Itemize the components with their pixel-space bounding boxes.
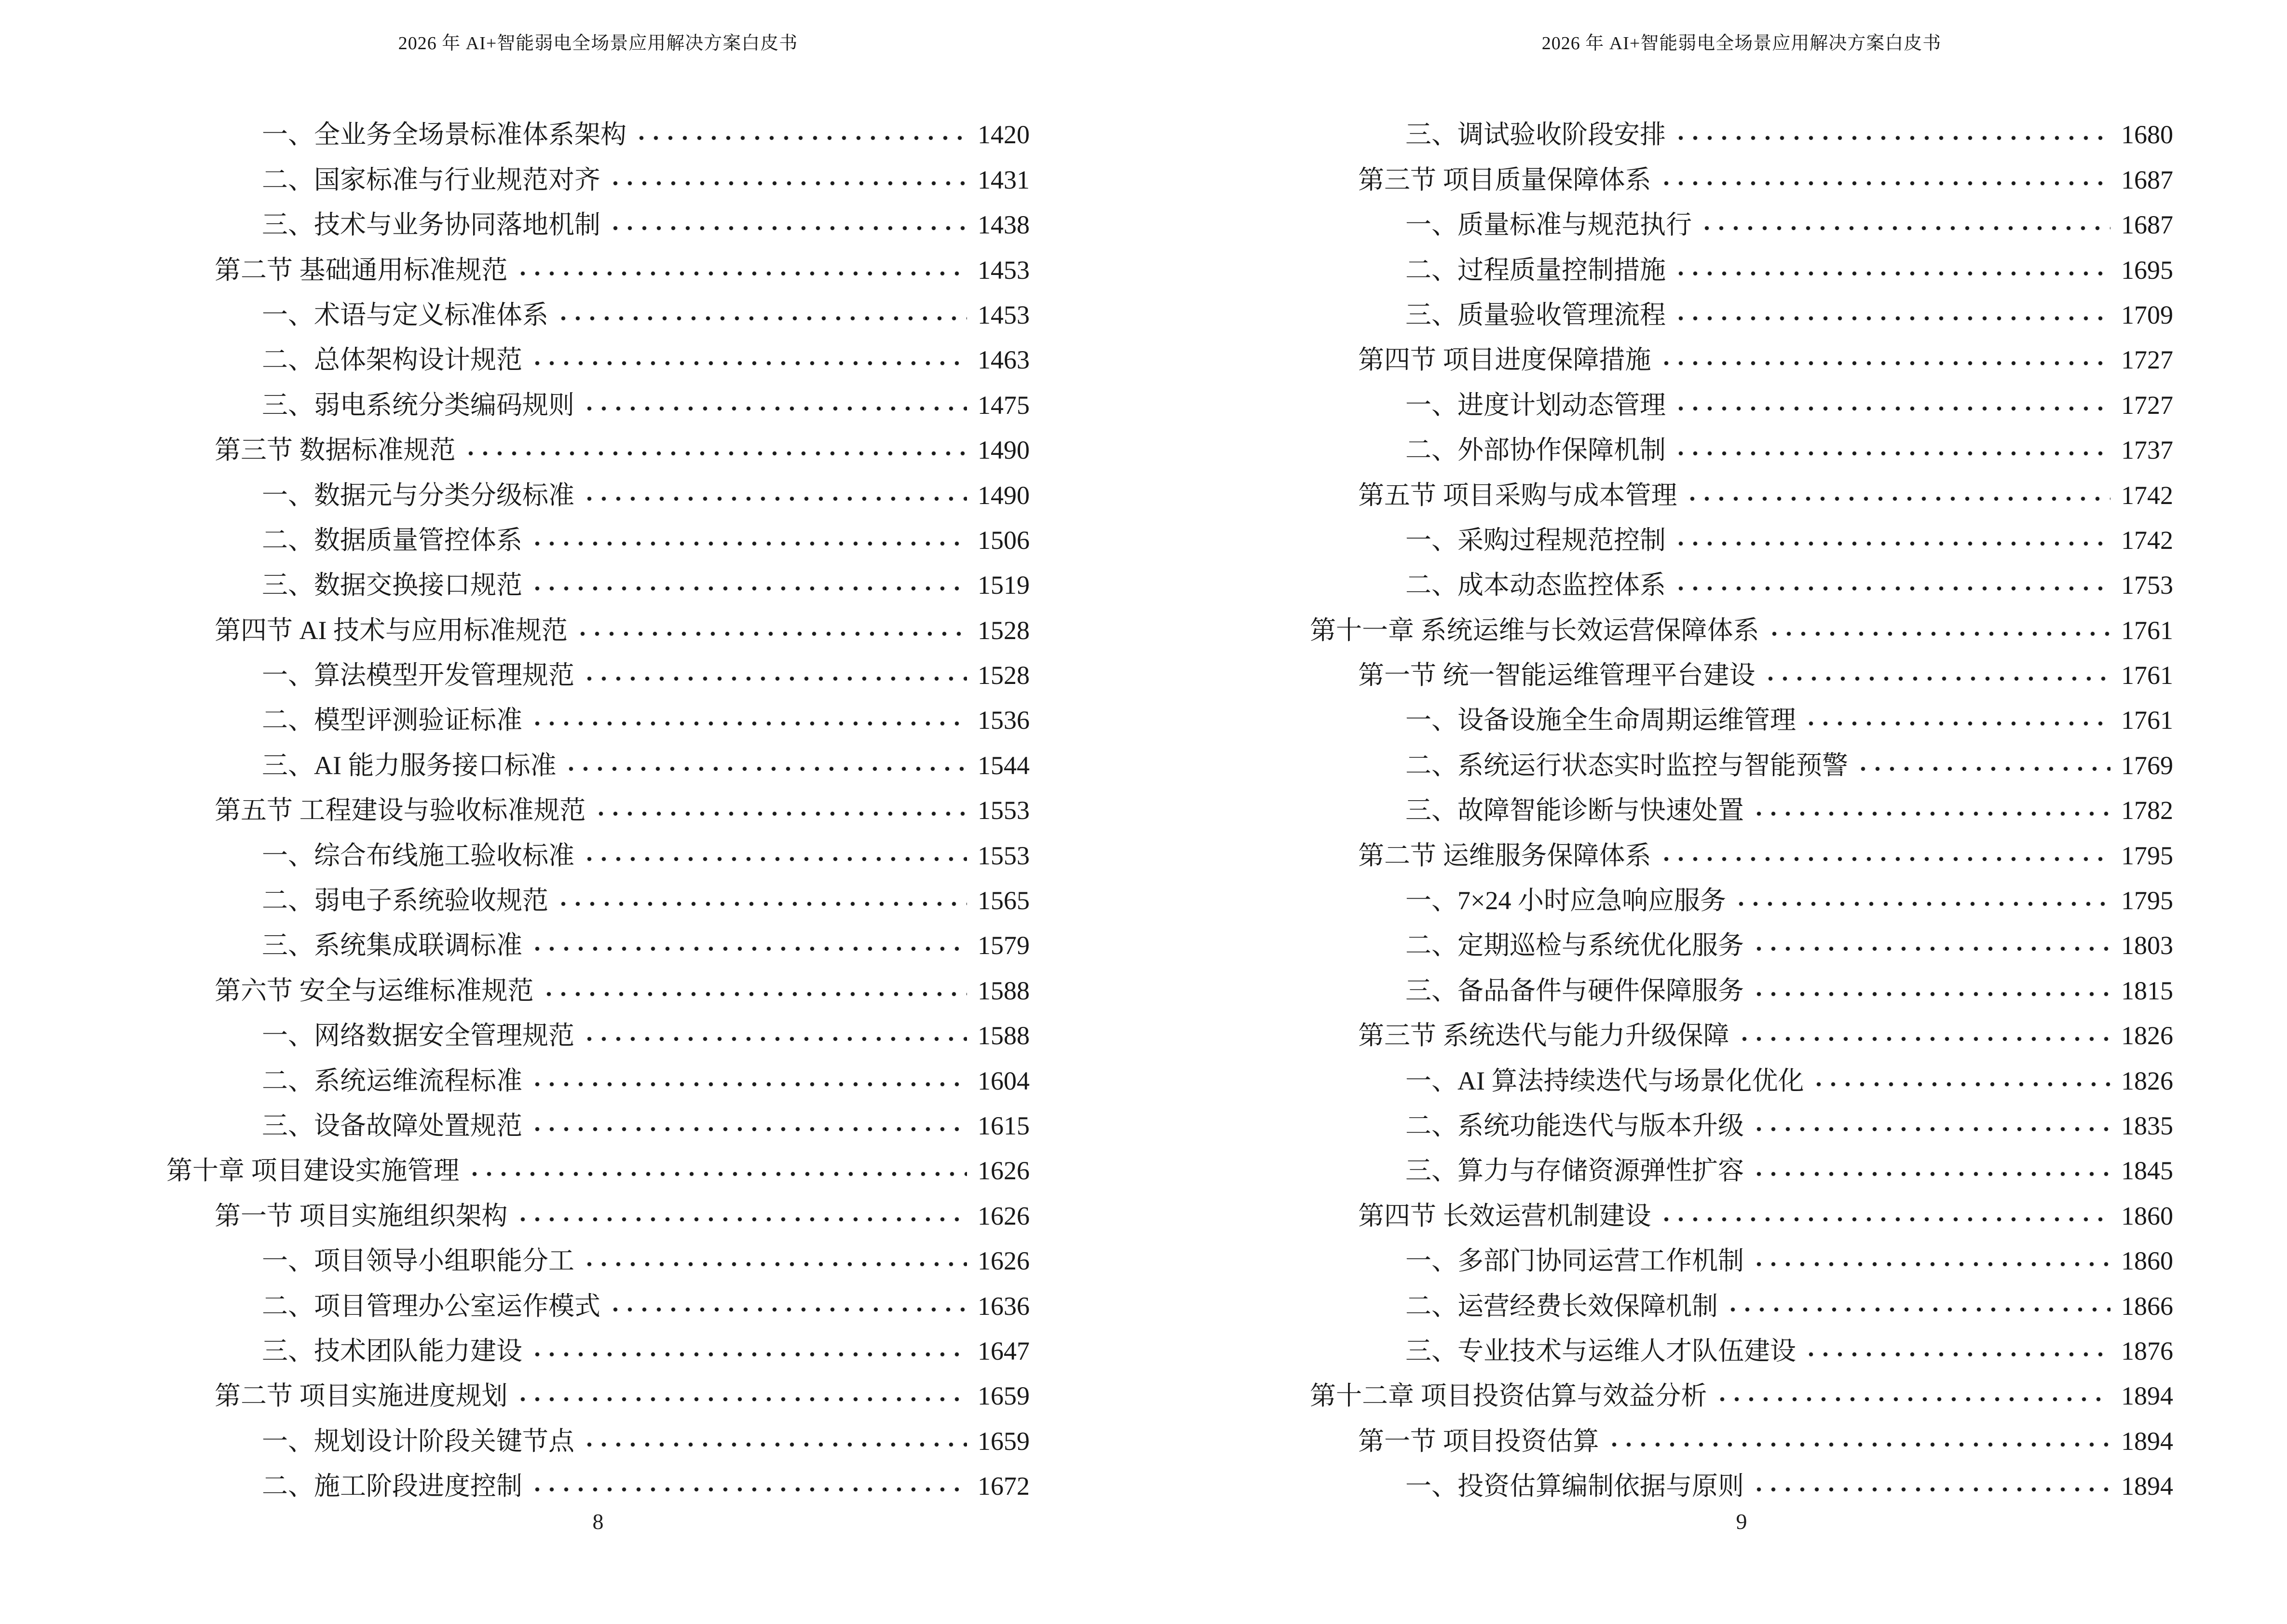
toc-entry-page: 1845 bbox=[2121, 1156, 2173, 1186]
dot-leader bbox=[530, 721, 967, 726]
dot-leader bbox=[542, 992, 967, 996]
toc-entry-title: 三、技术与业务协同落地机制 bbox=[262, 210, 600, 240]
toc-entry bbox=[1310, 469, 2173, 514]
dot-leader bbox=[1674, 316, 2110, 321]
toc-entry-page: 1553 bbox=[978, 841, 1030, 870]
toc-entry-title: 二、运营经费长效保障机制 bbox=[1405, 1291, 1718, 1321]
dot-leader bbox=[1607, 1442, 2111, 1447]
toc-entry bbox=[1310, 1010, 2173, 1054]
toc-entry-page: 1860 bbox=[2121, 1201, 2173, 1230]
toc-entry-title: 一、7×24 小时应急响应服务 bbox=[1405, 886, 1726, 915]
toc-entry-page: 1579 bbox=[978, 931, 1030, 960]
toc-entry-title: 二、定期巡检与系统优化服务 bbox=[1405, 931, 1744, 960]
toc-list bbox=[1310, 109, 2173, 1505]
toc-entry bbox=[166, 1325, 1030, 1370]
toc-entry-page: 1659 bbox=[978, 1381, 1030, 1411]
toc-entry-page: 1769 bbox=[2121, 751, 2173, 780]
toc-entry bbox=[1310, 1235, 2173, 1280]
toc-entry bbox=[1310, 1280, 2173, 1324]
dot-leader bbox=[1674, 586, 2110, 591]
toc-entry-page: 1588 bbox=[978, 976, 1030, 1005]
toc-entry bbox=[166, 199, 1030, 244]
toc-entry-title: 三、系统集成联调标准 bbox=[262, 931, 522, 960]
toc-entry bbox=[166, 1280, 1030, 1324]
toc-entry bbox=[166, 424, 1030, 469]
toc-entry-title: 第四节 AI 技术与应用标准规范 bbox=[215, 615, 568, 645]
toc-entry-page: 1506 bbox=[978, 525, 1030, 555]
dot-leader bbox=[1659, 361, 2111, 366]
toc-entry-title: 一、网络数据安全管理规范 bbox=[262, 1021, 574, 1051]
toc-entry-title: 二、项目管理办公室运作模式 bbox=[262, 1291, 600, 1321]
toc-entry-title: 第三节 项目质量保障体系 bbox=[1358, 165, 1651, 194]
toc-entry bbox=[1310, 784, 2173, 829]
toc-entry-page: 1826 bbox=[2121, 1021, 2173, 1051]
toc-entry-page: 1687 bbox=[2121, 210, 2173, 240]
dot-leader bbox=[556, 316, 967, 321]
toc-entry-page: 1737 bbox=[2121, 436, 2173, 465]
dot-leader bbox=[1752, 1262, 2110, 1267]
toc-entry bbox=[166, 109, 1030, 153]
dot-leader bbox=[1700, 226, 2110, 231]
toc-entry-title: 第三节 数据标准规范 bbox=[215, 436, 456, 465]
dot-leader bbox=[1804, 1352, 2110, 1357]
toc-entry-title: 第一节 项目投资估算 bbox=[1358, 1426, 1599, 1456]
toc-entry-title: 第十章 项目建设实施管理 bbox=[166, 1156, 460, 1186]
toc-entry-title: 第五节 项目采购与成本管理 bbox=[1358, 480, 1677, 510]
toc-entry-page: 1680 bbox=[2121, 120, 2173, 150]
toc-entry-page: 1742 bbox=[2121, 480, 2173, 510]
toc-entry-page: 1553 bbox=[978, 796, 1030, 825]
dot-leader bbox=[594, 811, 967, 816]
toc-entry-page: 1835 bbox=[2121, 1111, 2173, 1140]
toc-entry-title: 二、过程质量控制措施 bbox=[1405, 255, 1666, 285]
toc-entry bbox=[166, 649, 1030, 694]
toc-entry-title: 三、弱电系统分类编码规则 bbox=[262, 390, 574, 420]
toc-entry-title: 一、算法模型开发管理规范 bbox=[262, 661, 574, 690]
toc-entry bbox=[166, 784, 1030, 829]
toc-entry bbox=[166, 244, 1030, 288]
toc-entry-title: 三、调试验收阶段安排 bbox=[1405, 120, 1666, 150]
toc-entry-title: 一、项目领导小组职能分工 bbox=[262, 1246, 574, 1276]
toc-entry-page: 1588 bbox=[978, 1021, 1030, 1051]
dot-leader bbox=[582, 406, 967, 411]
folio-page-number: 9 bbox=[1736, 1509, 1747, 1534]
toc-entry bbox=[166, 1145, 1030, 1189]
toc-entry bbox=[1310, 424, 2173, 469]
toc-entry-title: 二、系统功能迭代与版本升级 bbox=[1405, 1111, 1744, 1140]
toc-entry-title: 三、数据交换接口规范 bbox=[262, 571, 522, 600]
toc-entry-title: 一、设备设施全生命周期运维管理 bbox=[1405, 706, 1796, 735]
toc-entry bbox=[1310, 1325, 2173, 1370]
toc-entry-page: 1626 bbox=[978, 1201, 1030, 1230]
toc-entry-title: 三、AI 能力服务接口标准 bbox=[262, 751, 557, 780]
dot-leader bbox=[1752, 946, 2110, 951]
toc-entry-title: 第二节 项目实施进度规划 bbox=[215, 1381, 508, 1411]
dot-leader bbox=[1715, 1397, 2111, 1402]
dot-leader bbox=[582, 1442, 967, 1447]
toc-entry-page: 1761 bbox=[2121, 615, 2173, 645]
dot-leader bbox=[1726, 1307, 2110, 1312]
toc-entry-page: 1565 bbox=[978, 886, 1030, 915]
toc-entry-title: 三、专业技术与运维人才队伍建设 bbox=[1405, 1336, 1796, 1365]
dot-leader bbox=[1685, 496, 2111, 501]
dot-leader bbox=[1674, 136, 2110, 140]
toc-entry bbox=[166, 1415, 1030, 1460]
toc-entry bbox=[1310, 1370, 2173, 1415]
toc-entry bbox=[166, 1189, 1030, 1234]
toc-entry-page: 1866 bbox=[2121, 1291, 2173, 1321]
dot-leader bbox=[530, 1127, 967, 1132]
dot-leader bbox=[516, 1397, 967, 1402]
toc-entry bbox=[1310, 109, 2173, 153]
toc-entry-page: 1463 bbox=[978, 345, 1030, 375]
toc-entry bbox=[166, 694, 1030, 739]
dot-leader bbox=[1674, 451, 2110, 456]
toc-entry-page: 1604 bbox=[978, 1066, 1030, 1095]
toc-entry-title: 第二节 基础通用标准规范 bbox=[215, 255, 508, 285]
toc-entry bbox=[166, 604, 1030, 649]
toc-entry-page: 1795 bbox=[2121, 886, 2173, 915]
dot-leader bbox=[516, 1217, 967, 1222]
toc-entry-page: 1860 bbox=[2121, 1246, 2173, 1276]
toc-entry bbox=[1310, 334, 2173, 379]
dot-leader bbox=[564, 766, 967, 771]
dot-leader bbox=[575, 631, 967, 636]
dot-leader bbox=[1737, 1037, 2111, 1041]
toc-entry bbox=[1310, 1415, 2173, 1460]
toc-entry bbox=[166, 1100, 1030, 1145]
dot-leader bbox=[516, 271, 967, 276]
toc-entry-title: 一、全业务全场景标准体系架构 bbox=[262, 120, 626, 150]
toc-entry-page: 1753 bbox=[2121, 571, 2173, 600]
toc-entry bbox=[166, 1010, 1030, 1054]
toc-entry-page: 1636 bbox=[978, 1291, 1030, 1321]
toc-entry-page: 1431 bbox=[978, 165, 1030, 194]
dot-leader bbox=[530, 1082, 967, 1087]
dot-leader bbox=[530, 1352, 967, 1357]
toc-entry-page: 1894 bbox=[2121, 1426, 2173, 1456]
toc-entry-title: 一、采购过程规范控制 bbox=[1405, 525, 1666, 555]
toc-entry bbox=[166, 514, 1030, 559]
toc-entry-title: 二、系统运维流程标准 bbox=[262, 1066, 522, 1095]
dot-leader bbox=[530, 541, 967, 546]
toc-entry-title: 三、质量验收管理流程 bbox=[1405, 300, 1666, 329]
toc-entry bbox=[1310, 649, 2173, 694]
toc-entry-page: 1815 bbox=[2121, 976, 2173, 1005]
toc-entry-title: 一、投资估算编制依据与原则 bbox=[1405, 1472, 1744, 1501]
toc-entry-title: 二、国家标准与行业规范对齐 bbox=[262, 165, 600, 194]
toc-entry-title: 第四节 项目进度保障措施 bbox=[1358, 345, 1651, 375]
dot-leader bbox=[1674, 406, 2110, 411]
toc-entry bbox=[1310, 244, 2173, 288]
dot-leader bbox=[582, 1262, 967, 1267]
dot-leader bbox=[608, 181, 967, 186]
dot-leader bbox=[530, 946, 967, 951]
toc-entry-title: 一、术语与定义标准体系 bbox=[262, 300, 548, 329]
toc-entry-page: 1803 bbox=[2121, 931, 2173, 960]
toc-entry-page: 1742 bbox=[2121, 525, 2173, 555]
toc-entry-page: 1626 bbox=[978, 1246, 1030, 1276]
toc-entry-page: 1519 bbox=[978, 571, 1030, 600]
toc-entry-title: 三、算力与存储资源弹性扩容 bbox=[1405, 1156, 1744, 1186]
folio-page-number: 8 bbox=[592, 1509, 604, 1534]
toc-entry bbox=[1310, 1054, 2173, 1099]
toc-entry bbox=[166, 153, 1030, 198]
toc-entry-title: 一、综合布线施工验收标准 bbox=[262, 841, 574, 870]
toc-entry bbox=[166, 964, 1030, 1009]
toc-entry-title: 二、总体架构设计规范 bbox=[262, 345, 522, 375]
dot-leader bbox=[1734, 901, 2110, 906]
toc-entry-title: 三、设备故障处置规范 bbox=[262, 1111, 522, 1140]
toc-entry-page: 1475 bbox=[978, 390, 1030, 420]
toc-entry-title: 第三节 系统迭代与能力升级保障 bbox=[1358, 1021, 1729, 1051]
toc-entry bbox=[166, 469, 1030, 514]
dot-leader bbox=[1752, 1127, 2110, 1132]
toc-entry-title: 一、多部门协同运营工作机制 bbox=[1405, 1246, 1744, 1276]
toc-entry-page: 1727 bbox=[2121, 345, 2173, 375]
toc-entry-page: 1826 bbox=[2121, 1066, 2173, 1095]
toc-entry-page: 1438 bbox=[978, 210, 1030, 240]
dot-leader bbox=[1811, 1082, 2110, 1087]
dot-leader bbox=[582, 1037, 967, 1041]
toc-entry bbox=[1310, 1460, 2173, 1505]
toc-entry bbox=[166, 739, 1030, 784]
toc-entry-page: 1672 bbox=[978, 1472, 1030, 1501]
dot-leader bbox=[530, 361, 967, 366]
toc-entry-page: 1761 bbox=[2121, 661, 2173, 690]
toc-entry-title: 二、弱电子系统验收规范 bbox=[262, 886, 548, 915]
toc-entry-page: 1647 bbox=[978, 1336, 1030, 1365]
toc-entry bbox=[1310, 1100, 2173, 1145]
toc-entry-title: 第十一章 系统运维与长效运营保障体系 bbox=[1310, 615, 1759, 645]
toc-entry-page: 1490 bbox=[978, 436, 1030, 465]
dot-leader bbox=[1752, 1487, 2110, 1492]
dot-leader bbox=[608, 1307, 967, 1312]
toc-entry-page: 1709 bbox=[2121, 300, 2173, 329]
toc-entry bbox=[1310, 919, 2173, 964]
dot-leader bbox=[1856, 766, 2110, 771]
toc-entry-page: 1727 bbox=[2121, 390, 2173, 420]
toc-entry-title: 二、系统运行状态实时监控与智能预警 bbox=[1405, 751, 1848, 780]
toc-entry-title: 三、故障智能诊断与快速处置 bbox=[1405, 796, 1744, 825]
dot-leader bbox=[634, 136, 967, 140]
toc-entry-title: 第五节 工程建设与验收标准规范 bbox=[215, 796, 586, 825]
dot-leader bbox=[582, 496, 967, 501]
toc-entry-page: 1490 bbox=[978, 480, 1030, 510]
toc-entry-title: 第四节 长效运营机制建设 bbox=[1358, 1201, 1651, 1230]
toc-entry bbox=[166, 1370, 1030, 1415]
toc-entry-title: 第二节 运维服务保障体系 bbox=[1358, 841, 1651, 870]
dot-leader bbox=[582, 676, 967, 681]
toc-entry-page: 1528 bbox=[978, 615, 1030, 645]
toc-entry-title: 一、AI 算法持续迭代与场景化优化 bbox=[1405, 1066, 1804, 1095]
dot-leader bbox=[1659, 1217, 2111, 1222]
toc-entry bbox=[1310, 289, 2173, 334]
toc-entry-title: 三、技术团队能力建设 bbox=[262, 1336, 522, 1365]
toc-entry-title: 第一节 统一智能运维管理平台建设 bbox=[1358, 661, 1756, 690]
toc-entry-page: 1544 bbox=[978, 751, 1030, 780]
dot-leader bbox=[1659, 181, 2111, 186]
toc-entry bbox=[1310, 874, 2173, 919]
toc-entry bbox=[166, 1460, 1030, 1505]
dot-leader bbox=[1804, 721, 2110, 726]
toc-entry-page: 1453 bbox=[978, 300, 1030, 329]
toc-entry-title: 一、质量标准与规范执行 bbox=[1405, 210, 1692, 240]
toc-entry-page: 1695 bbox=[2121, 255, 2173, 285]
toc-entry-page: 1894 bbox=[2121, 1472, 2173, 1501]
toc-entry-page: 1615 bbox=[978, 1111, 1030, 1140]
toc-entry bbox=[1310, 739, 2173, 784]
page-header: 2026 年 AI+智能弱电全场景应用解决方案白皮书 bbox=[398, 33, 798, 54]
dot-leader bbox=[1659, 857, 2111, 861]
dot-leader bbox=[582, 857, 967, 861]
toc-entry bbox=[166, 379, 1030, 423]
toc-entry-page: 1795 bbox=[2121, 841, 2173, 870]
toc-entry bbox=[1310, 153, 2173, 198]
toc-entry-title: 三、备品备件与硬件保障服务 bbox=[1405, 976, 1744, 1005]
page-header: 2026 年 AI+智能弱电全场景应用解决方案白皮书 bbox=[1541, 33, 1942, 54]
toc-entry bbox=[166, 919, 1030, 964]
toc-entry-title: 二、外部协作保障机制 bbox=[1405, 436, 1666, 465]
toc-entry bbox=[166, 1054, 1030, 1099]
toc-entry bbox=[166, 559, 1030, 604]
toc-entry-title: 二、施工阶段进度控制 bbox=[262, 1472, 522, 1501]
toc-list bbox=[166, 109, 1030, 1505]
toc-entry-page: 1420 bbox=[978, 120, 1030, 150]
toc-entry-page: 1659 bbox=[978, 1426, 1030, 1456]
toc-entry bbox=[1310, 964, 2173, 1009]
dot-leader bbox=[1752, 1172, 2110, 1176]
dot-leader bbox=[463, 451, 967, 456]
toc-entry-page: 1536 bbox=[978, 706, 1030, 735]
dot-leader bbox=[530, 1487, 967, 1492]
toc-entry-page: 1894 bbox=[2121, 1381, 2173, 1411]
toc-entry bbox=[1310, 199, 2173, 244]
toc-entry-title: 一、数据元与分类分级标准 bbox=[262, 480, 574, 510]
toc-entry bbox=[166, 1235, 1030, 1280]
dot-leader bbox=[1674, 271, 2110, 276]
toc-entry bbox=[1310, 1189, 2173, 1234]
toc-entry-page: 1687 bbox=[2121, 165, 2173, 194]
toc-entry-page: 1626 bbox=[978, 1156, 1030, 1186]
dot-leader bbox=[1767, 631, 2111, 636]
toc-entry bbox=[1310, 604, 2173, 649]
dot-leader bbox=[1674, 541, 2110, 546]
toc-entry-page: 1761 bbox=[2121, 706, 2173, 735]
toc-entry-title: 二、数据质量管控体系 bbox=[262, 525, 522, 555]
toc-entry bbox=[1310, 379, 2173, 423]
toc-entry-title: 第一节 项目实施组织架构 bbox=[215, 1201, 508, 1230]
toc-entry-title: 第十二章 项目投资估算与效益分析 bbox=[1310, 1381, 1707, 1411]
dot-leader bbox=[467, 1172, 967, 1176]
toc-entry-title: 二、模型评测验证标准 bbox=[262, 706, 522, 735]
dot-leader bbox=[1763, 676, 2111, 681]
dot-leader bbox=[608, 226, 967, 231]
toc-entry bbox=[1310, 829, 2173, 874]
toc-entry bbox=[166, 829, 1030, 874]
toc-entry bbox=[166, 334, 1030, 379]
toc-entry bbox=[1310, 514, 2173, 559]
toc-entry bbox=[166, 874, 1030, 919]
dot-leader bbox=[1752, 811, 2110, 816]
toc-entry bbox=[166, 289, 1030, 334]
toc-entry-page: 1782 bbox=[2121, 796, 2173, 825]
dot-leader bbox=[1752, 992, 2110, 996]
toc-entry-title: 一、规划设计阶段关键节点 bbox=[262, 1426, 574, 1456]
toc-entry-page: 1453 bbox=[978, 255, 1030, 285]
toc-entry-page: 1876 bbox=[2121, 1336, 2173, 1365]
toc-entry-title: 二、成本动态监控体系 bbox=[1405, 571, 1666, 600]
toc-entry-title: 第六节 安全与运维标准规范 bbox=[215, 976, 534, 1005]
toc-entry bbox=[1310, 1145, 2173, 1189]
toc-entry bbox=[1310, 694, 2173, 739]
page-right bbox=[1144, 0, 2287, 1624]
dot-leader bbox=[530, 586, 967, 591]
toc-entry bbox=[1310, 559, 2173, 604]
toc-entry-title: 一、进度计划动态管理 bbox=[1405, 390, 1666, 420]
toc-entry-page: 1528 bbox=[978, 661, 1030, 690]
dot-leader bbox=[556, 901, 967, 906]
